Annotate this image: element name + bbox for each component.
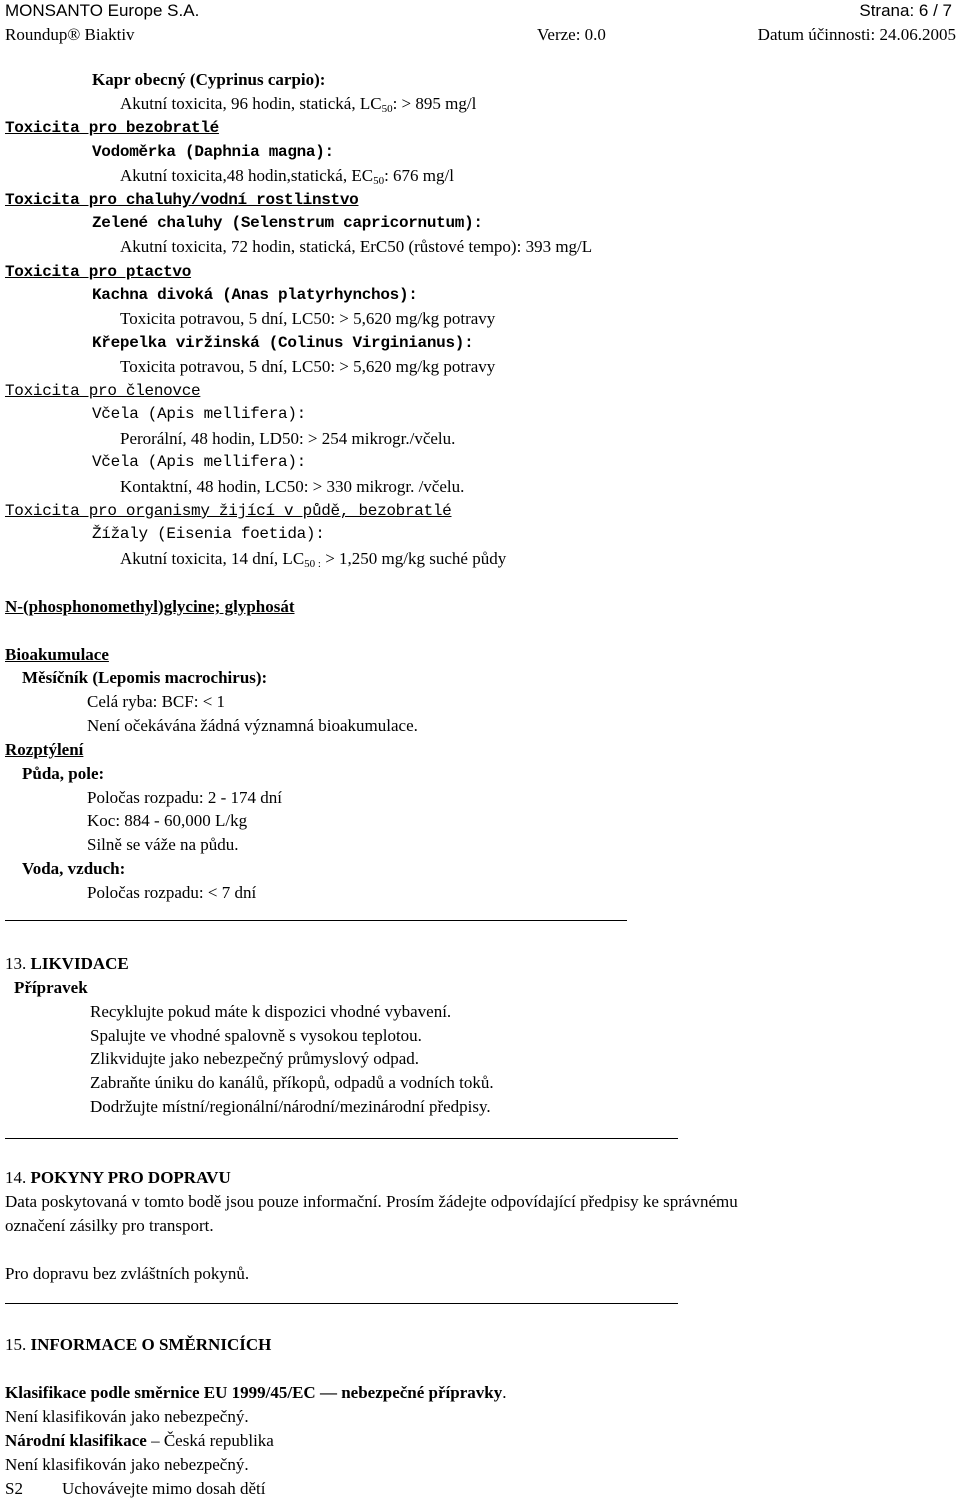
version: Verze: 0.0 bbox=[537, 25, 606, 44]
soil-title: Půda, pole: bbox=[22, 764, 105, 783]
bee-contact-toxicity: Kontaktní, 48 hodin, LC50: > 330 mikrogr. /včelu. bbox=[120, 477, 465, 496]
earthworm-title: Žížaly (Eisenia foetida): bbox=[92, 525, 325, 543]
transport-info-line: Data poskytovaná v tomto bodě jsou pouze informační. Prosím žádejte odpovídající předpisy ke správnému bbox=[5, 1192, 738, 1211]
carp-title: Kapr obecný (Cyprinus carpio): bbox=[92, 70, 326, 89]
disposal-line: Dodržujte místní/regionální/národní/mezinárodní předpisy. bbox=[90, 1097, 491, 1116]
sunfish-title: Měsíčník (Lepomis macrochirus): bbox=[22, 668, 268, 687]
national-classification-value: Není klasifikován jako nebezpečný. bbox=[5, 1455, 249, 1474]
divider-15 bbox=[5, 1303, 678, 1304]
section-13-heading: 13. LIKVIDACE bbox=[5, 954, 129, 973]
arthropods-heading: Toxicita pro členovce bbox=[5, 382, 201, 400]
quail-title: Křepelka viržinská (Colinus Virginianus): bbox=[92, 334, 474, 352]
transport-note: Pro dopravu bez zvláštních pokynů. bbox=[5, 1264, 250, 1283]
product-name: Roundup® Biaktiv bbox=[5, 25, 135, 44]
algae-toxicity: Akutní toxicita, 72 hodin, statická, ErC50 (růstové tempo): 393 mg/L bbox=[120, 237, 593, 256]
soil-koc: Koc: 884 - 60,000 L/kg bbox=[87, 811, 248, 830]
algae-title: Zelené chaluhy (Selenstrum capricornutum): bbox=[92, 214, 483, 232]
water-air-title: Voda, vzduch: bbox=[22, 859, 126, 878]
s2-phrase: Uchovávejte mimo dosah dětí bbox=[62, 1479, 266, 1498]
transport-info-line: označení zásilky pro transport. bbox=[5, 1216, 214, 1235]
soil-halflife: Poločas rozpadu: 2 - 174 dní bbox=[87, 788, 282, 807]
disposal-line: Zabraňte úniku do kanálů, příkopů, odpadů a vodních toků. bbox=[90, 1073, 494, 1092]
birds-heading: Toxicita pro ptactvo bbox=[5, 263, 192, 281]
section-14-heading: 14. POKYNY PRO DOPRAVU bbox=[5, 1168, 231, 1187]
algae-heading: Toxicita pro chaluhy/vodní rostlinstvo bbox=[5, 191, 359, 209]
invertebrates-heading: Toxicita pro bezobratlé bbox=[5, 119, 219, 137]
glyphosate-heading: N-(phosphonomethyl)glycine; glyphosát bbox=[5, 597, 295, 616]
carp-toxicity: Akutní toxicita, 96 hodin, statická, $LC_{50}$: > 895 mg/l bbox=[120, 94, 477, 115]
bee-contact-title: Včela (Apis mellifera): bbox=[92, 453, 306, 471]
dispersal-heading: Rozptýlení bbox=[5, 740, 84, 759]
disposal-line: Recyklujte pokud máte k dispozici vhodné vybavení. bbox=[90, 1002, 452, 1021]
quail-toxicity: Toxicita potravou, 5 dní, LC50: > 5,620 mg/kg potravy bbox=[120, 357, 496, 376]
divider-13 bbox=[5, 920, 627, 921]
water-halflife: Poločas rozpadu: < 7 dní bbox=[87, 883, 257, 902]
bee-oral-toxicity: Perorální, 48 hodin, LD50: > 254 mikrogr./včelu. bbox=[120, 429, 456, 448]
soil-organisms-heading: Toxicita pro organismy žijící v půdě, bezobratlé bbox=[5, 502, 452, 520]
sunfish-note: Není očekávána žádná významná bioakumulace. bbox=[87, 716, 418, 735]
national-classification: Národní klasifikace – Česká republika bbox=[5, 1431, 274, 1450]
bee-oral-title: Včela (Apis mellifera): bbox=[92, 405, 306, 423]
soil-binding: Silně se váže na půdu. bbox=[87, 835, 239, 854]
disposal-line: Spalujte ve vhodné spalovně s vysokou teplotou. bbox=[90, 1026, 422, 1045]
earthworm-toxicity: Akutní toxicita, 14 dní, $LC_{50 :} > 1,250$ mg/kg suché půdy bbox=[120, 549, 507, 570]
divider-14 bbox=[5, 1138, 678, 1139]
disposal-line: Zlikvidujte jako nebezpečný průmyslový odpad. bbox=[90, 1049, 420, 1068]
bioaccumulation-heading: Bioakumulace bbox=[5, 645, 109, 664]
eu-classification-value: Není klasifikován jako nebezpečný. bbox=[5, 1407, 249, 1426]
company-name: MONSANTO Europe S.A. bbox=[5, 1, 200, 20]
daphnia-toxicity: Akutní toxicita,48 hodin,statická, $EC_{50}$: 676 mg/l bbox=[120, 166, 454, 187]
s2-code: S2 bbox=[5, 1479, 23, 1498]
duck-toxicity: Toxicita potravou, 5 dní, LC50: > 5,620 mg/kg potravy bbox=[120, 309, 496, 328]
preparation-title: Přípravek bbox=[14, 978, 88, 997]
page-number: Strana: 6 / 7 bbox=[859, 1, 952, 20]
section-15-heading: 15. INFORMACE O SMĚRNICÍCH bbox=[5, 1335, 272, 1354]
duck-title: Kachna divoká (Anas platyrhynchos): bbox=[92, 286, 418, 304]
effective-date: Datum účinnosti: 24.06.2005 bbox=[757, 25, 956, 44]
eu-classification: Klasifikace podle směrnice EU 1999/45/EC — nebezpečné přípravky. bbox=[5, 1383, 507, 1402]
daphnia-title: Vodoměrka (Daphnia magna): bbox=[92, 143, 334, 161]
sunfish-bcf: Celá ryba: BCF: < 1 bbox=[87, 692, 226, 711]
